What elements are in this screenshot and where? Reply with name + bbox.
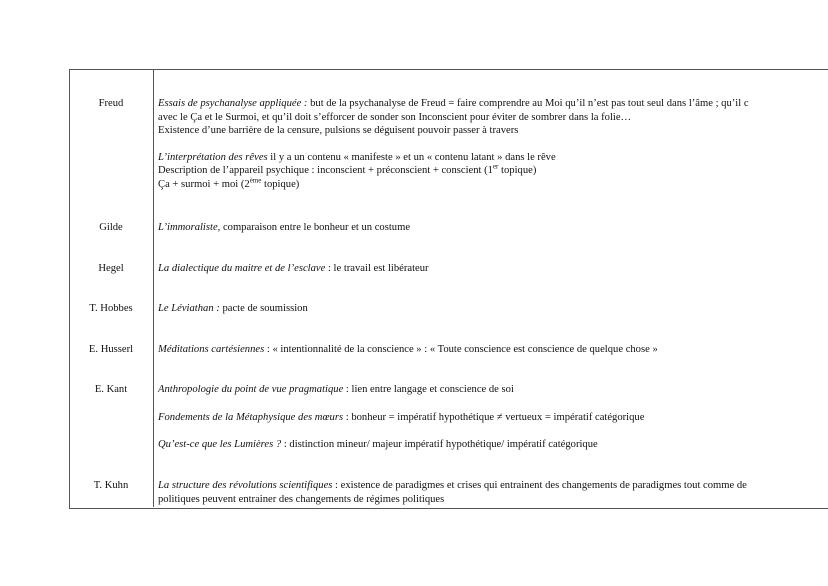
entry-kant (158, 383, 828, 452)
entry-line: Existence d’une barrière de la censure, pulsions se déguisent pouvoir passer à travers (158, 125, 519, 136)
entry-line: Qu’est-ce que les Lumières ? : distinction mineur/ majeur impératif hypothétique/ impératif catégorique (158, 439, 598, 450)
entry-line: avec le Ça et le Surmoi, et qu’il doit s’efforcer de sonder son Inconscient pour éviter de sombrer dans la folie… (158, 111, 632, 123)
entry-gilde (158, 221, 828, 235)
author-hobbes: T. Hobbes (89, 303, 133, 314)
entry-line: La structure des révolutions scientifiques : existence de paradigmes et crises qui entrainent des changements de paradigmes tout comme de (158, 480, 747, 491)
entry-line: Méditations cartésiennes : « intentionnalité de la conscience » : « Toute conscience est conscience de quelque chose » (158, 344, 658, 355)
entry-line: Ça + surmoi + moi (2ème topique) (158, 175, 300, 190)
entry-line: Fondements de la Métaphysique des mœurs : bonheur = impératif hypothétique ≠ vertueux = impératif catégorique (158, 411, 645, 423)
entry-line: Description de l’appareil psychique : inconscient + préconscient + conscient (1er topique) (158, 162, 537, 176)
author-husserl: E. Husserl (88, 344, 134, 355)
entry-husserl (158, 343, 828, 357)
entry-line: politiques peuvent entrainer des changements de régimes politiques (158, 493, 445, 505)
author-freud: Freud (98, 98, 124, 109)
entry-line: La dialectique du maitre et de l’esclave : le travail est libérateur (158, 263, 429, 274)
column-divider (153, 69, 154, 507)
entry-kuhn (158, 479, 828, 506)
author-gilde: Gilde (99, 222, 123, 233)
entry-line: Le Léviathan : pacte de soumission (158, 303, 308, 314)
entry-freud (158, 97, 828, 191)
author-hegel: Hegel (98, 263, 124, 274)
entry-line: Anthropologie du point de vue pragmatique : lien entre langage et conscience de soi (158, 384, 514, 395)
author-kant: E. Kant (94, 384, 128, 395)
entry-line: Essais de psychanalyse appliquée : but de la psychanalyse de Freud = faire comprendre au Moi qu’il n’est pas tout seul dans l’âme ; qu’il c (158, 98, 749, 109)
entry-hegel (158, 262, 828, 276)
entry-hobbes (158, 302, 828, 316)
entry-line: L’interprétation des rêves il y a un contenu « manifeste » et un « contenu latant » dans le rêve (158, 151, 556, 163)
entry-line: L’immoraliste, comparaison entre le bonheur et un costume (158, 222, 411, 233)
author-kuhn: T. Kuhn (93, 480, 129, 491)
